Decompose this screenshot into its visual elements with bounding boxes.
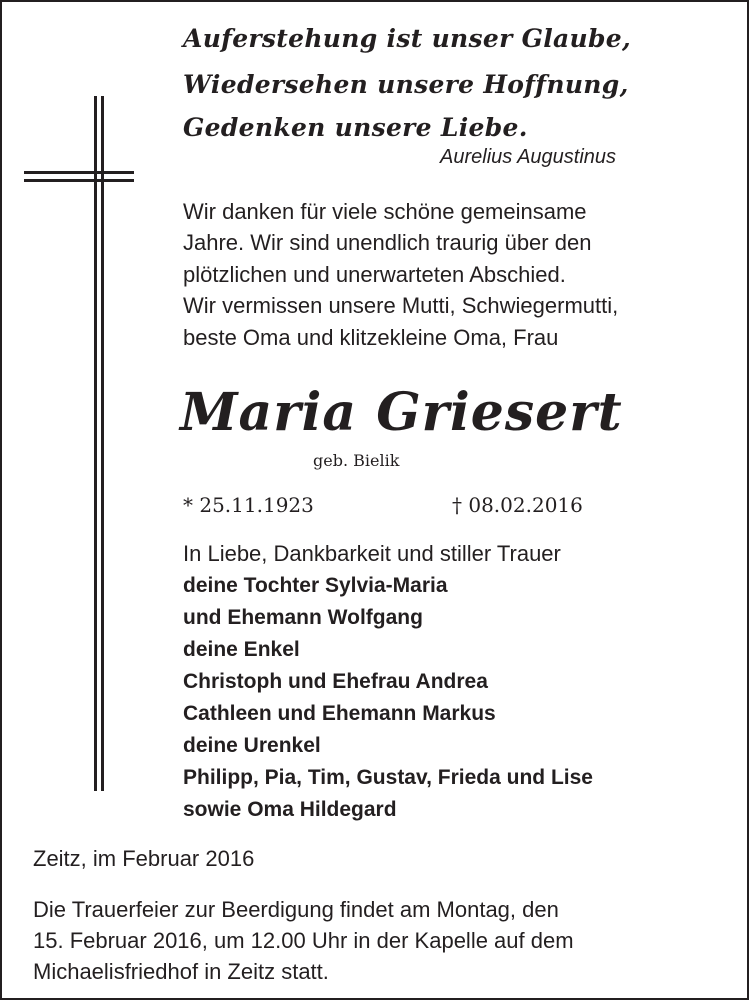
maiden-name: geb. Bielik (313, 451, 400, 470)
mourner-line: deine Enkel (183, 638, 300, 661)
mourner-line: deine Tochter Sylvia-Maria (183, 574, 448, 597)
quote-line: Gedenken unsere Liebe. (183, 113, 528, 142)
death-date: † 08.02.2016 (452, 493, 583, 517)
mourner-line: Christoph und Ehefrau Andrea (183, 670, 488, 693)
quote-author: Aurelius Augustinus (440, 146, 617, 168)
mourners-intro: In Liebe, Dankbarkeit und stiller Trauer (183, 541, 561, 566)
mourner-line: sowie Oma Hildegard (183, 798, 397, 821)
mourner-line: Cathleen und Ehemann Markus (183, 702, 496, 725)
mourner-line: deine Urenkel (183, 734, 321, 757)
quote-line: Wiedersehen unsere Hoffnung, (183, 70, 629, 99)
mourner-line: und Ehemann Wolfgang (183, 606, 423, 629)
mourner-line: Philipp, Pia, Tim, Gustav, Frieda und Lise (183, 766, 593, 789)
birth-date: * 25.11.1923 (183, 493, 314, 517)
funeral-line: Michaelisfriedhof in Zeitz statt. (33, 959, 329, 984)
intro-line: beste Oma und klitzekleine Oma, Frau (183, 325, 559, 350)
cross-icon (24, 96, 134, 796)
quote-line: Auferstehung ist unser Glaube, (183, 24, 631, 53)
intro-line: Jahre. Wir sind unendlich traurig über den (183, 230, 592, 255)
funeral-line: 15. Februar 2016, um 12.00 Uhr in der Kapelle auf dem (33, 928, 574, 953)
intro-line: plötzlichen und unerwarteten Abschied. (183, 262, 566, 287)
place-date: Zeitz, im Februar 2016 (33, 846, 255, 871)
intro-line: Wir vermissen unsere Mutti, Schwiegermutti, (183, 293, 619, 318)
deceased-name: Maria Griesert (180, 382, 623, 443)
intro-line: Wir danken für viele schöne gemeinsame (183, 199, 587, 224)
funeral-line: Die Trauerfeier zur Beerdigung findet am Montag, den (33, 897, 559, 922)
